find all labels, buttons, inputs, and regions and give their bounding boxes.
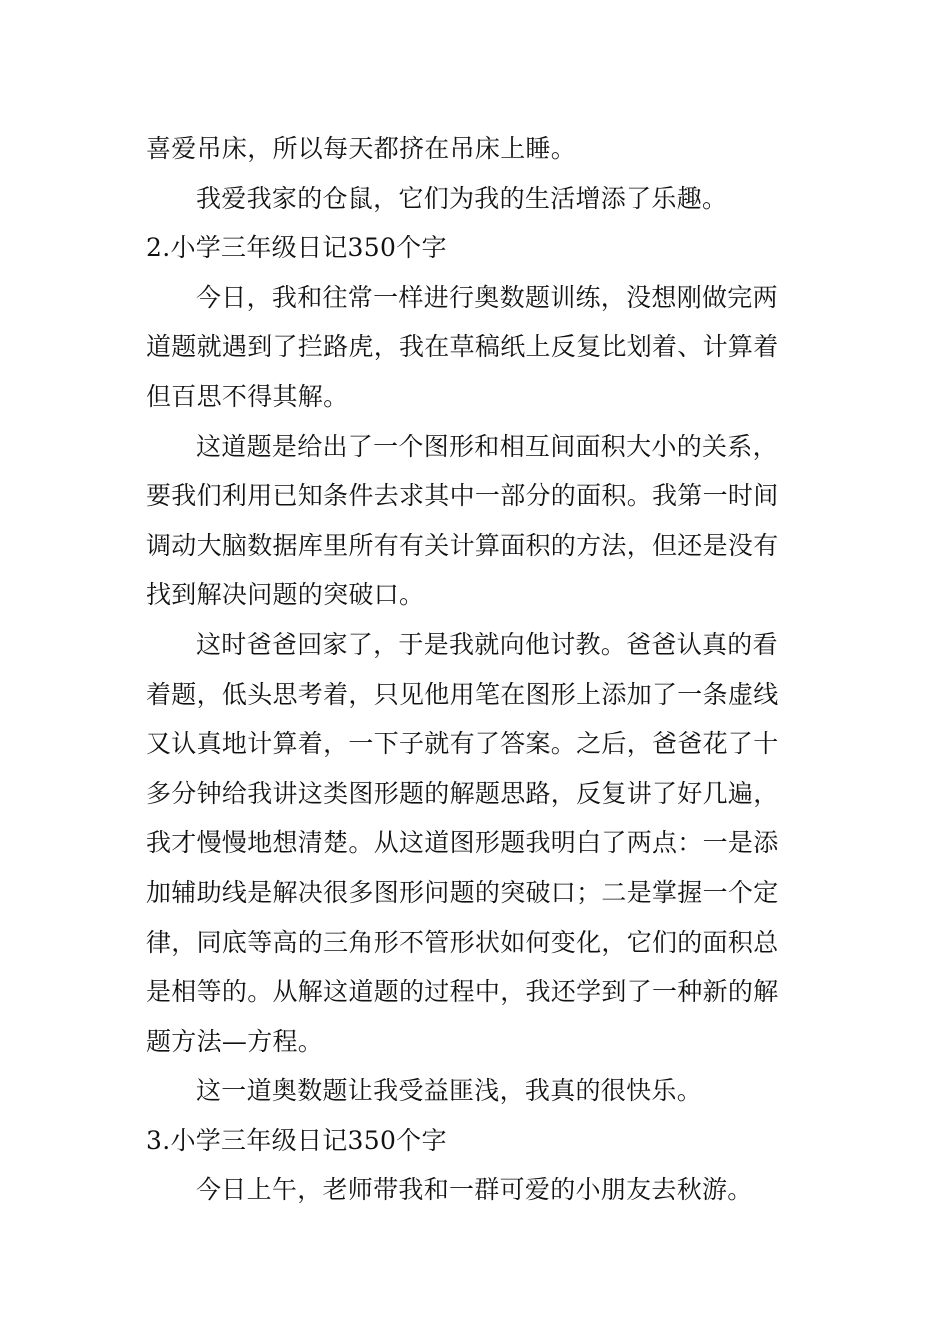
text-line: 但百思不得其解。 [146,381,349,411]
text-line: 这道题是给出了一个图形和相互间面积大小的关系， [196,431,778,461]
text-line: 要我们利用已知条件去求其中一部分的面积。我第一时间 [146,481,779,511]
text-line: 今日，我和往常一样进行奥数题训练，没想刚做完两 [196,282,778,312]
text-line: 喜爱吊床，所以每天都挤在吊床上睡。 [146,134,577,163]
text-line: 题方法—方程。 [146,1026,324,1056]
section-heading: 3.小学三年级日记350个字 [146,1125,447,1155]
document-body [146,124,806,1215]
text-line: 这一道奥数题让我受益匪浅，我真的很快乐。 [196,1076,703,1106]
text-line: 我爱我家的仓鼠，它们为我的生活增添了乐趣。 [196,183,728,213]
text-line: 又认真地计算着，一下子就有了答案。之后，爸爸花了十 [146,729,779,759]
text-line: 调动大脑数据库里所有有关计算面积的方法，但还是没有 [146,530,779,560]
text-line: 是相等的。从解这道题的过程中，我还学到了一种新的解 [146,977,779,1007]
text-line: 这时爸爸回家了，于是我就向他讨教。爸爸认真的看 [196,629,778,659]
text-line: 律，同底等高的三角形不管形状如何变化，它们的面积总 [146,927,779,957]
text-line: 着题，低头思考着，只见他用笔在图形上添加了一条虚线 [146,679,779,709]
text-line: 加辅助线是解决很多图形问题的突破口；二是掌握一个定 [146,877,779,907]
text-line: 找到解决问题的突破口。 [146,580,425,610]
text-line: 道题就遇到了拦路虎，我在草稿纸上反复比划着、计算着 [146,332,779,362]
text-line: 多分钟给我讲这类图形题的解题思路，反复讲了好几遍， [146,778,779,808]
text-line: 今日上午，老师带我和一群可爱的小朋友去秋游。 [196,1175,753,1205]
text-line: 我才慢慢地想清楚。从这道图形题我明白了两点：一是添 [146,828,779,858]
section-heading: 2.小学三年级日记350个字 [146,233,447,263]
